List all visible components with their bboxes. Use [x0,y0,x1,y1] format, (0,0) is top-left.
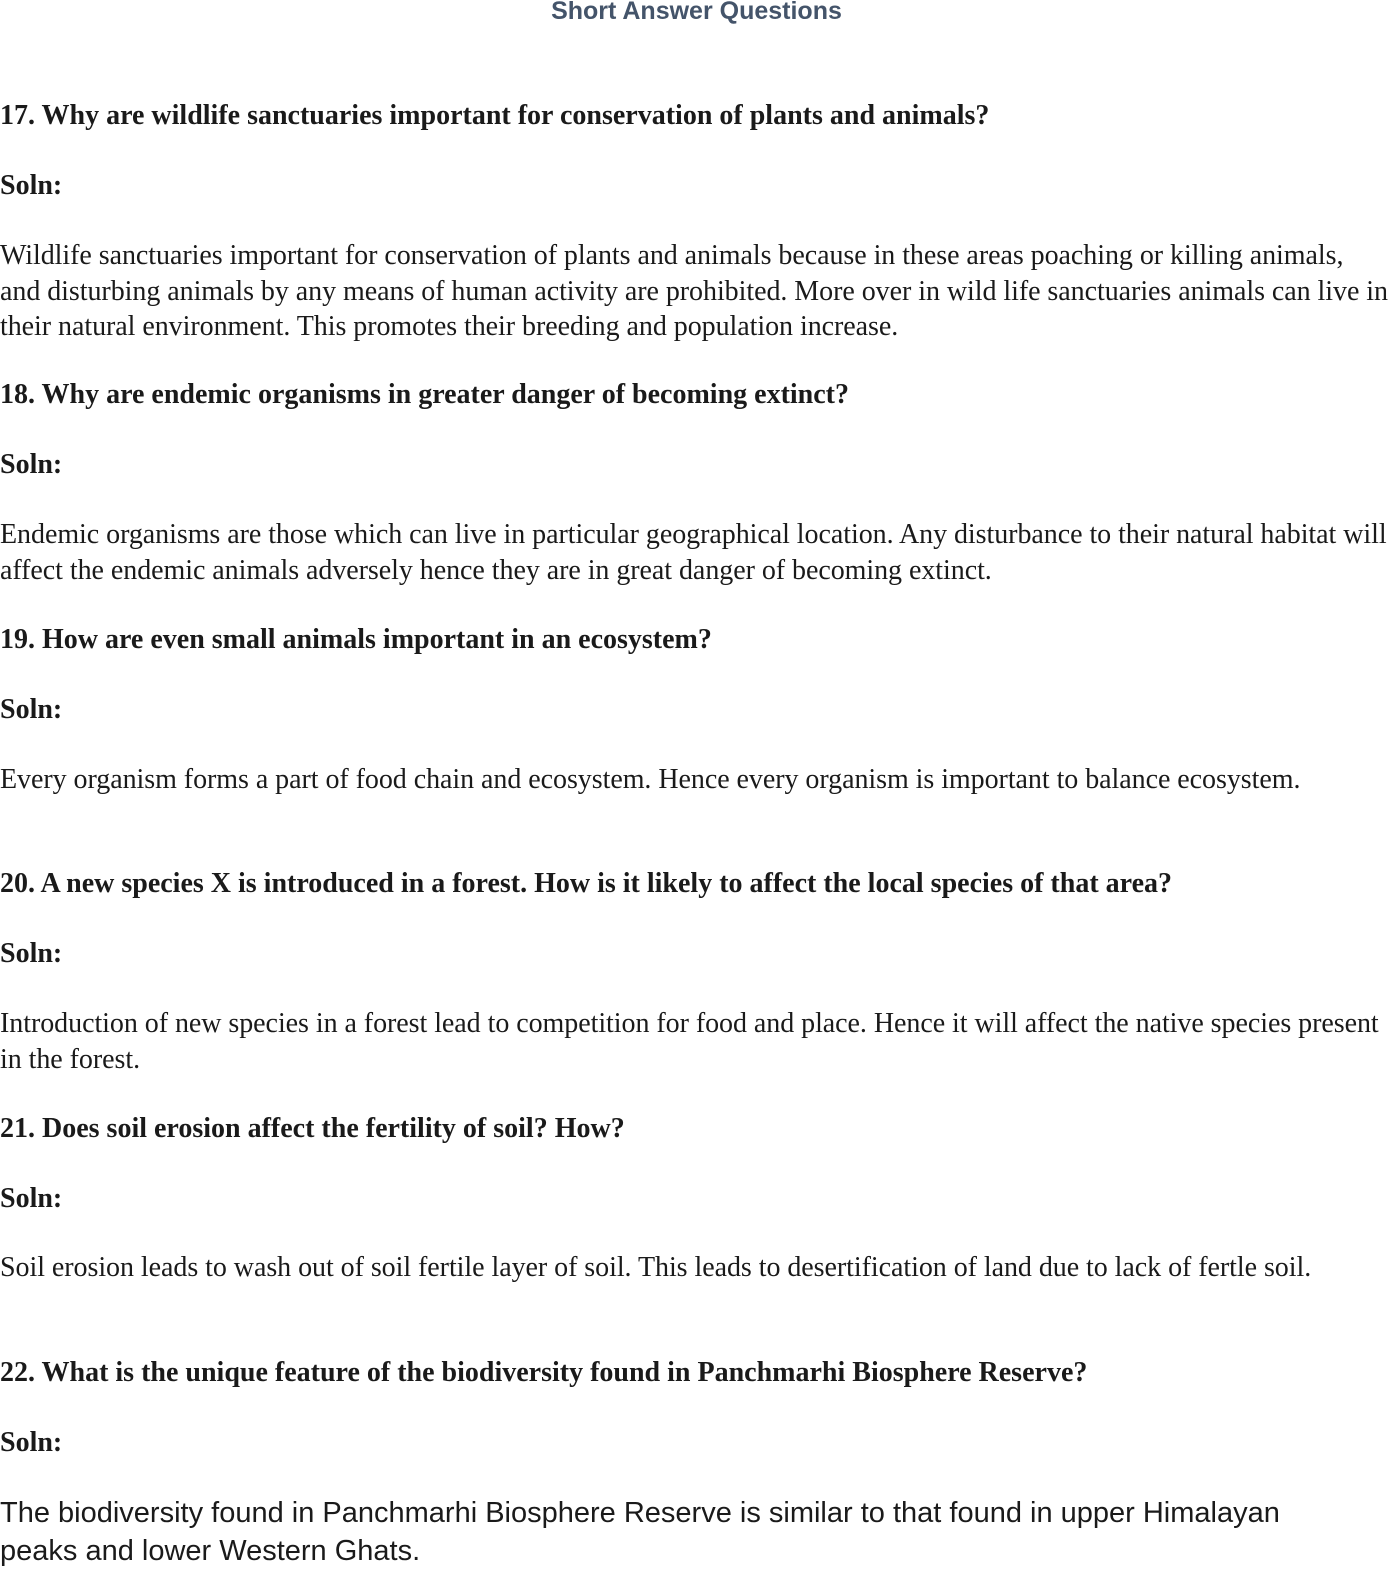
soln-label-22: Soln: [0,1427,63,1458]
answer-21: Soil erosion leads to wash out of soil fertile layer of soil. This leads to desertification of land due to lack of fertle soil. [0,1252,1312,1283]
answer-22: The biodiversity found in Panchmarhi Biosphere Reserve is similar to that found in upper Himalayan peaks and lower Western Ghats. [0,1497,1280,1567]
question-20: 20. A new species X is introduced in a forest. How is it likely to affect the local species of that area? [0,868,1172,899]
answer-19: Every organism forms a part of food chain and ecosystem. Hence every organism is important to balance ecosystem. [0,764,1301,795]
answer-17: Wildlife sanctuaries important for conservation of plants and animals because in these areas poaching or killing animals, and disturbing animals by any means of human activity are prohibited. More over in wild life sanctuaries animals can live in their natural environment. This promotes their breeding and population increase. [0,240,1388,342]
soln-label-19: Soln: [0,694,63,725]
question-18: 18. Why are endemic organisms in greater danger of becoming extinct? [0,379,849,410]
question-22: 22. What is the unique feature of the biodiversity found in Panchmarhi Biosphere Reserve? [0,1357,1088,1388]
question-17: 17. Why are wildlife sanctuaries important for conservation of plants and animals? [0,100,990,131]
soln-label-17: Soln: [0,170,63,201]
soln-label-20: Soln: [0,938,63,969]
answer-20: Introduction of new species in a forest lead to competition for food and place. Hence it will affect the native species present in the forest. [0,1008,1379,1075]
section-heading: Short Answer Questions [551,0,842,25]
answer-18: Endemic organisms are those which can live in particular geographical location. Any disturbance to their natural habitat will affect the endemic animals adversely hence they are in great danger of becoming extinct. [0,519,1387,586]
question-19: 19. How are even small animals important in an ecosystem? [0,624,712,655]
question-21: 21. Does soil erosion affect the fertility of soil? How? [0,1113,625,1144]
soln-label-18: Soln: [0,449,63,480]
soln-label-21: Soln: [0,1183,63,1214]
